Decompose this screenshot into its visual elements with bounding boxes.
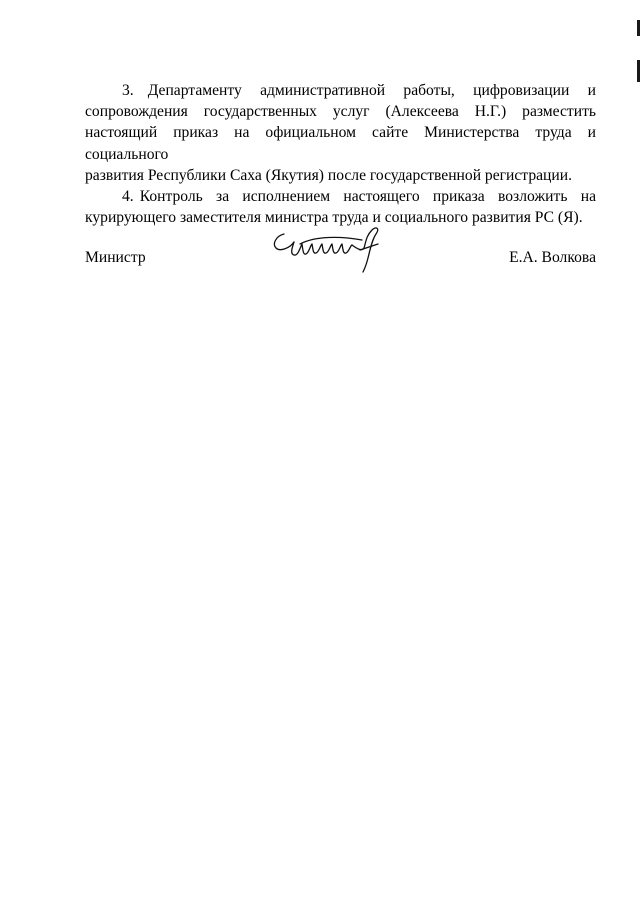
paragraph-line: 3. Департаменту административной работы, цифровизации и (122, 82, 596, 99)
paragraph-line: сопровождения государственных услуг (Алексеева Н.Г.) разместить (85, 103, 596, 121)
paragraph-line: развития Республики Саха (Якутия) после государственной регистрации. (85, 166, 572, 184)
paragraph-line: настоящий приказ на официальном сайте Министерства труда и социального (85, 124, 596, 163)
signatory-name: Е.А. Волкова (509, 249, 596, 266)
paragraph-line: 4. Контроль за исполнением настоящего приказа возложить на (122, 188, 596, 206)
item-number: 4. (122, 188, 134, 206)
document-body (85, 80, 596, 228)
signature-block (85, 244, 596, 268)
paragraph-item-3 (85, 80, 596, 186)
handwritten-signature (270, 222, 394, 274)
paragraph-line: курирующего заместителя министра труда и социального развития РС (Я). (85, 209, 583, 227)
signatory-position: Министр (85, 249, 146, 266)
item-number: 3. (122, 82, 134, 99)
